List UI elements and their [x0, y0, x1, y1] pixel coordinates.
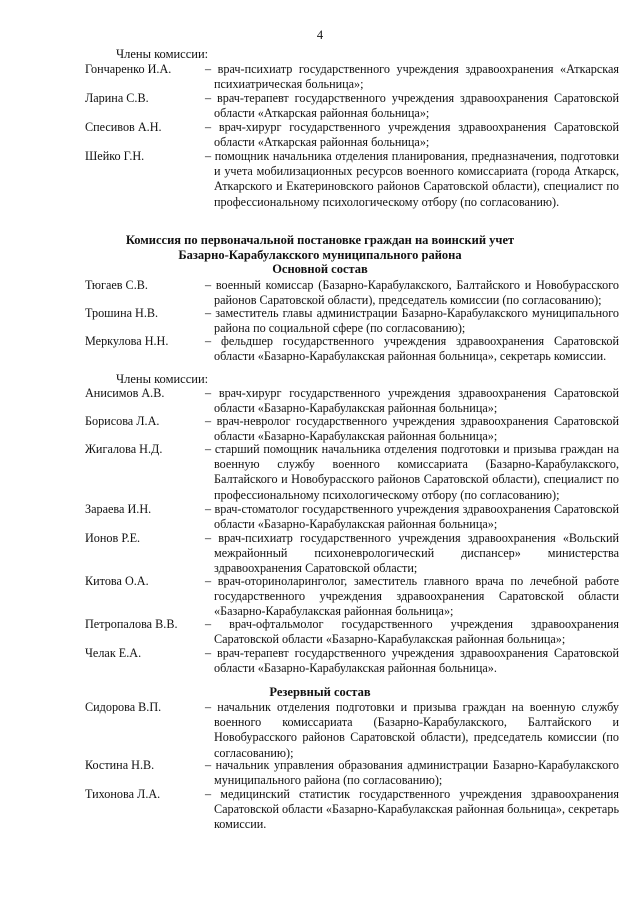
- reserve-composition-heading: Резервный состав: [269, 685, 371, 699]
- member-name: Костина Н.В.: [85, 758, 155, 772]
- member-name: Китова О.А.: [85, 574, 149, 588]
- member-name: Анисимов А.В.: [85, 386, 165, 400]
- member-role: – заместитель главы администрации Базарно-Карабулакского муниципального района по социальной сфере (по согласованию);: [205, 306, 619, 336]
- member-name: Борисова Л.А.: [85, 414, 160, 428]
- members-label: Члены комиссии:: [116, 47, 209, 61]
- member-role: – врач-терапевт государственного учреждения здравоохранения Саратовской области «Базарно-Карабулакская районная больница».: [205, 646, 619, 676]
- member-role: – врач-хирург государственного учреждения здравоохранения Саратовской области «Базарно-Карабулакская районная больница»;: [205, 386, 619, 416]
- member-role: – начальник управления образования администрации Базарно-Карабулакского муниципального района (по согласованию);: [205, 758, 619, 788]
- member-role: – врач-офтальмолог государственного учреждения здравоохранения Саратовской области «Базарно-Карабулакская районная больница»;: [205, 617, 619, 647]
- member-name: Жигалова Н.Д.: [85, 442, 163, 456]
- member-name: Сидорова В.П.: [85, 700, 162, 714]
- member-name: Ионов Р.Е.: [85, 531, 141, 545]
- page-number: 4: [316, 28, 324, 42]
- member-role: – начальник отделения подготовки и призыва граждан на военную службу военного комиссариата (Базарно-Карабулакского, Балтайского и Новобурасского районов Саратовской области), председатель комиссии (по согласованию);: [205, 700, 619, 760]
- member-name: Челак Е.А.: [85, 646, 142, 660]
- member-role: – старший помощник начальника отделения подготовки и призыва граждан на военную службу военного комиссариата (Базарно-Карабулакского, Балтайского и Новобурасского районов Саратовской области), специалист по профессиональному психологическому отбору (по согласованию);: [205, 442, 619, 502]
- commission-title: [0, 233, 640, 277]
- member-name: Спесивов А.Н.: [85, 120, 162, 134]
- member-role: – врач-оториноларинголог, заместитель главного врача по лечебной работе государственного учреждения здравоохранения Саратовской области «Базарно-Карабулакская районная больница»;: [205, 574, 619, 619]
- member-role: – врач-психиатр государственного учреждения здравоохранения «Аткарская психиатрическая больница»;: [205, 62, 619, 92]
- member-role: – врач-стоматолог государственного учреждения здравоохранения Саратовской области «Базарно-Карабулакская районная больница»;: [205, 502, 619, 532]
- member-role: – военный комиссар (Базарно-Карабулакского, Балтайского и Новобурасского районов Саратовской области), председатель комиссии (по согласованию);: [205, 278, 619, 308]
- member-name: Меркулова Н.Н.: [85, 334, 169, 348]
- member-role: – медицинский статистик государственного учреждения здравоохранения Саратовской области «Базарно-Карабулакская районная больница», секретарь комиссии.: [205, 787, 619, 832]
- members-label: Члены комиссии:: [116, 372, 209, 386]
- member-role: – врач-хирург государственного учреждения здравоохранения Саратовской области «Аткарская районная больница»;: [205, 120, 619, 150]
- member-name: Тихонова Л.А.: [85, 787, 161, 801]
- member-name: Зараева И.Н.: [85, 502, 152, 516]
- main-composition-heading: Основной состав: [272, 262, 368, 276]
- member-role: – помощник начальника отделения планирования, предназначения, подготовки и учета мобилизационных ресурсов военного комиссариата (города Аткарск, Аткарского и Екатериновского районов Саратовской области), специалист по профессиональному психологическому отбору (по согласованию).: [205, 149, 619, 209]
- member-name: Трошина Н.В.: [85, 306, 159, 320]
- member-name: Шейко Г.Н.: [85, 149, 145, 163]
- member-name: Петропалова В.В.: [85, 617, 178, 631]
- member-role: – фельдшер государственного учреждения здравоохранения Саратовской области «Базарно-Карабулакская районная больница», секретарь комиссии.: [205, 334, 619, 364]
- commission-title-line: Базарно-Карабулакского муниципального района: [178, 247, 462, 262]
- member-role: – врач-невролог государственного учреждения здравоохранения Саратовской области «Базарно-Карабулакская районная больница»;: [205, 414, 619, 444]
- member-name: Гончаренко И.А.: [85, 62, 172, 76]
- commission-title-line: Комиссия по первоначальной постановке граждан на воинский учет: [125, 233, 515, 247]
- member-role: – врач-терапевт государственного учреждения здравоохранения Саратовской области «Аткарская районная больница»;: [205, 91, 619, 121]
- member-name: Тюгаев С.В.: [85, 278, 148, 292]
- member-role: – врач-психиатр государственного учреждения здравоохранения «Вольский межрайонный психоневрологический диспансер» министерства здравоохранения Саратовской области;: [205, 531, 619, 576]
- member-name: Ларина С.В.: [85, 91, 149, 105]
